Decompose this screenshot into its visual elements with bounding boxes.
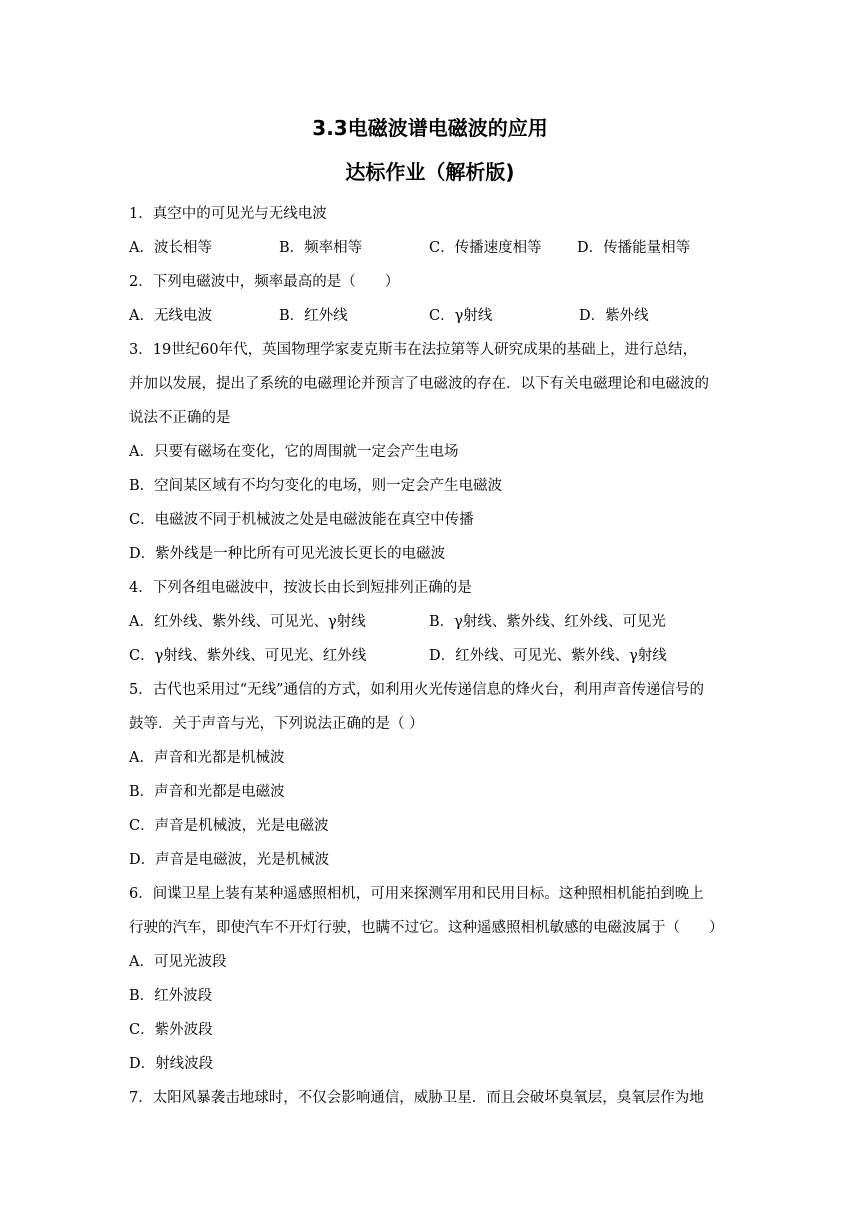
- question-5: [129, 673, 734, 877]
- question-text: 并加以发展，提出了系统的电磁理论并预言了电磁波的存在．以下有关电磁理论和电磁波的: [129, 376, 709, 392]
- question-text: 7．太阳风暴袭击地球时，不仅会影响通信，威胁卫星．而且会破坏臭氧层，臭氧层作为地: [129, 1090, 704, 1106]
- option-a: A．声音和光都是机械波: [129, 750, 285, 766]
- question-text: 1．真空中的可见光与无线电波: [129, 206, 327, 222]
- question-2: [129, 265, 734, 333]
- option-b: B．声音和光都是电磁波: [129, 784, 285, 800]
- option-b: B．频率相等: [279, 240, 363, 256]
- option-d: D．紫外线是一种比所有可见光波长更长的电磁波: [129, 546, 446, 562]
- option-c: C．电磁波不同于机械波之处是电磁波能在真空中传播: [129, 512, 474, 528]
- question-text: 4．下列各组电磁波中，按波长由长到短排列正确的是: [129, 580, 472, 596]
- option-b: B．空间某区域有不均匀变化的电场，则一定会产生电磁波: [129, 478, 503, 494]
- option-b: B．红外波段: [129, 988, 213, 1004]
- question-text: 鼓等．关于声音与光，下列说法正确的是（ ）: [129, 716, 424, 732]
- option-a: A．只要有磁场在变化，它的周围就一定会产生电场: [129, 444, 459, 460]
- question-text: 行驶的汽车，即使汽车不开灯行驶，也瞒不过它。这种遥感照相机敏感的电磁波属于（ ）: [129, 920, 724, 936]
- option-row: [129, 299, 734, 333]
- option-a: A．红外线、紫外线、可见光、γ射线: [129, 614, 366, 630]
- option-a: A．无线电波: [129, 308, 212, 324]
- option-c: C．γ射线、紫外线、可见光、红外线: [129, 648, 367, 664]
- question-6: [129, 877, 734, 1081]
- option-a: A．可见光波段: [129, 954, 227, 970]
- question-text: 3．19世纪60年代，英国物理学家麦克斯韦在法拉第等人研究成果的基础上，进行总结，: [129, 342, 698, 358]
- option-row: [129, 231, 734, 265]
- option-b: B．红外线: [279, 308, 348, 324]
- question-text: 5．古代也采用过“无线”通信的方式，如利用火光传递信息的烽火台，利用声音传递信号的: [129, 682, 705, 698]
- option-row: [129, 639, 734, 673]
- option-d: D．紫外线: [579, 308, 649, 324]
- option-b: B．γ射线、紫外线、红外线、可见光: [429, 614, 666, 630]
- option-c: C．声音是机械波，光是电磁波: [129, 818, 329, 834]
- option-d: D．射线波段: [129, 1056, 214, 1072]
- question-3: [129, 333, 734, 571]
- document-subtitle: 达标作业（解析版): [345, 160, 515, 184]
- document-title: 3.3电磁波谱电磁波的应用: [312, 116, 548, 140]
- option-d: D．传播能量相等: [577, 240, 691, 256]
- option-c: C．γ射线: [429, 308, 493, 324]
- question-text: 说法不正确的是: [129, 410, 231, 426]
- question-text: 2．下列电磁波中，频率最高的是（ ）: [129, 274, 400, 290]
- question-1: [129, 197, 734, 265]
- question-7: [129, 1081, 734, 1115]
- question-4: [129, 571, 734, 673]
- option-c: C．紫外波段: [129, 1022, 213, 1038]
- option-d: D．红外线、可见光、紫外线、γ射线: [429, 648, 667, 664]
- option-a: A．波长相等: [129, 240, 212, 256]
- question-list: [129, 197, 734, 1115]
- question-text: 6．间谍卫星上装有某种遥感照相机，可用来探测军用和民用目标。这种照相机能拍到晚上: [129, 886, 704, 902]
- option-d: D．声音是电磁波，光是机械波: [129, 852, 330, 868]
- option-c: C．传播速度相等: [429, 240, 542, 256]
- option-row: [129, 605, 734, 639]
